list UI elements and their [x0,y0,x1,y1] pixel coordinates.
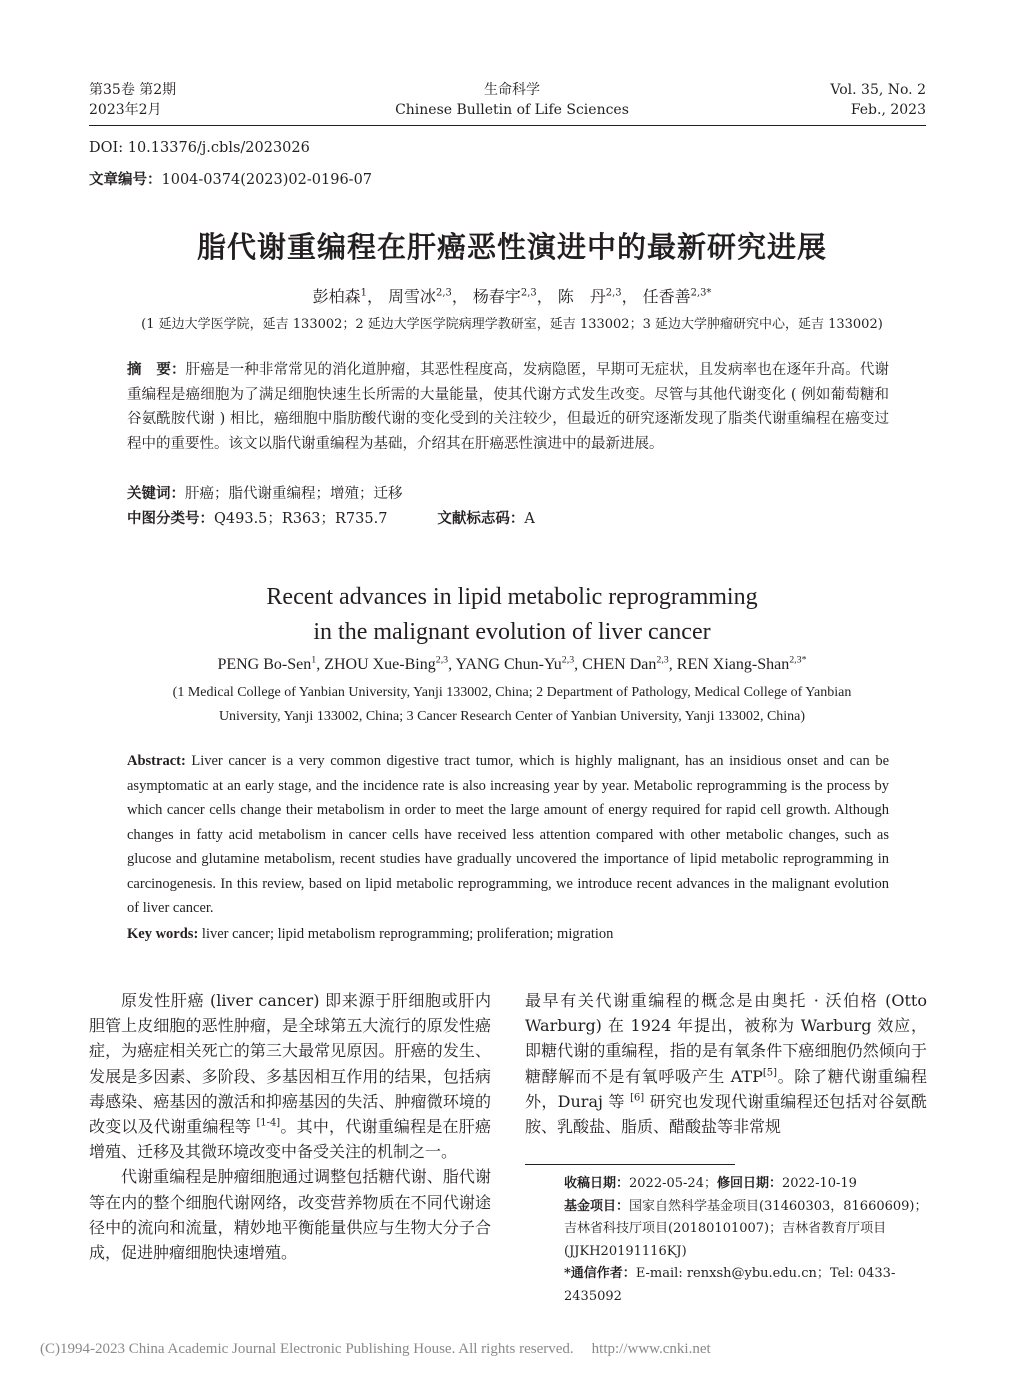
author-en: YANG Chun-Yu [455,656,562,673]
issue-date-en: Feb., 2023 [850,102,926,118]
author-cn: 任香善 [642,287,691,306]
volume-issue: 第35卷 第2期 [89,82,177,98]
citation-ref: [5] [762,1067,777,1079]
authors-cn: 彭柏森$^1$， 周雪冰$^{2,3}$， 杨春宇$^{2,3}$， 陈 丹$^{2,3}$， 任香善$^{2,3*}$ [312,287,712,306]
affiliation-cn: (1 延边大学医学院，延吉 133002；2 延边大学医学院病理学教研室，延吉 133002；3 延边大学肿瘤研究中心，延吉 133002) [141,317,883,332]
article-number [89,170,372,190]
doc-code-value: A [524,511,535,527]
keywords-cn-text: 肝癌；脂代谢重编程；增殖；迁移 [185,486,403,502]
author-affil-sup: 2,3 [656,654,669,666]
body-text: 。其中，代谢重编程是在肝癌增殖、迁移及其微环境改变中备受关注的机制之一。 [89,1117,491,1162]
journal-name-en: Chinese Bulletin of Life Sciences [395,102,629,118]
author-affil-sup: 2,3* [789,654,807,666]
authors-en: PENG Bo-Sen$^1$, ZHOU Xue-Bing$^{2,3}$, YANG Chun-Yu$^{2,3}$, CHEN Dan$^{2,3}$, REN Xiang-Shan$^{2,3*}$ [217,654,807,673]
copyright-text: (C)1994-2023 China Academic Journal Electronic Publishing House. All rights reserved. [40,1341,574,1357]
journal-name-cn: 生命科学 [484,82,540,98]
fund-text-3: (JJKH20191116KJ) [564,1243,687,1259]
contact-text-2: 2435092 [564,1288,622,1304]
contact-line [564,1263,932,1286]
received-date: 2022-05-24； [629,1176,717,1191]
abstract-cn-label: 摘 要： [127,361,186,378]
class-value: Q493.5；R363；R735.7 [214,511,388,527]
doc-code-label: 文献标志码： [437,510,525,527]
fund-label: 基金项目： [564,1198,630,1214]
author-affil-sup: 2,3* [690,287,712,299]
dates-line [564,1173,932,1196]
citation-ref: [1-4] [256,1117,281,1129]
affiliation-en-line2: University, Yanji 133002, China; 3 Cancer Research Center of Yanbian University, Yanji 133002, China) [218,709,806,724]
volume-en: Vol. 35, No. 2 [830,82,926,98]
issue-date-cn: 2023年2月 [89,102,162,118]
body-column-left [89,988,491,1265]
citation-ref: [6] [630,1092,645,1104]
copyright-footer [40,1339,711,1359]
affiliation-en-line1: (1 Medical College of Yanbian University, Yanji 133002, China; 2 Department of Pathology, Medical College of Yanbian [172,685,852,700]
abstract-cn [127,358,889,456]
class-label: 中图分类号： [127,510,214,527]
article-number-label: 文章编号： [89,171,162,188]
abstract-en-label: Abstract: [127,753,186,769]
revised-label: 修回日期： [716,1176,782,1191]
affiliation-en [110,681,914,729]
classification-cn [127,509,535,529]
title-en-line1: Recent advances in lipid metabolic reprogramming [266,584,758,610]
footnote-rule [525,1164,735,1165]
body-paragraph: 代谢重编程是肿瘤细胞通过调整包括糖代谢、脂代谢等在内的整个细胞代谢网络，改变营养物质在不同代谢途径中的流向和流量，精妙地平衡能量供应与生物大分子合成，促进肿瘤细胞快速增殖。 [89,1167,491,1263]
contact-text: E-mail: renxsh@ybu.edu.cn；Tel: 0433- [635,1266,896,1281]
cnki-link[interactable]: http://www.cnki.net [591,1341,711,1357]
body-text: 最早有关代谢重编程的概念是由奥托 · 沃伯格 (Otto Warburg) 在 1924 年提出，被称为 Warburg 效应，即糖代谢的重编程，指的是有氧条件下癌细胞仍然倾向于糖酵解而不是有氧呼吸产生 ATP [525,991,927,1086]
author-en: CHEN Dan [582,656,657,673]
abstract-en-text: Liver cancer is a very common digestive tract tumor, which is highly malignant, has an insidious onset and can be asymptomatic at an early stage, and the incidence rate is also increasing year by year. Metabolic reprogramming is the process by which cancer cells change their metabolism in order to meet the large amount of energy required for rapid cell growth. Although changes in fatty acid metabolism in cancer cells have received less attention compared with other metabolic changes, such as glucose and glutamine metabolism, recent studies have gradually uncovered the importance of lipid metabolic reprogramming in carcinogenesis. In this review, based on lipid metabolic reprogramming, we introduce recent advances in the malignant evolution of liver cancer. [127,753,890,916]
author-cn: 周雪冰 [388,287,437,306]
body-text: 。除了糖代谢重编程外，Duraj 等 [525,1066,927,1111]
doi: DOI: 10.13376/j.cbls/2023026 [89,140,310,156]
keywords-en [127,922,613,946]
abstract-en [127,749,889,921]
contact-label: *通信作者： [564,1266,636,1281]
author-cn: 彭柏森 [312,287,361,306]
keywords-cn [127,484,403,504]
body-column-right [525,988,927,1139]
header-right [830,80,926,120]
body-text: 原发性肝癌 (liver cancer) 即来源于肝细胞或肝内胆管上皮细胞的恶性肿瘤，是全球第五大流行的原发性癌症，为癌症相关死亡的第三大最常见原因。肝癌的发生、发展是多因素、多阶段、多基因相互作用的结果，包括病毒感染、癌基因的激活和抑癌基因的失活、肿瘤微环境的改变以及代谢重编程等 [89,991,491,1137]
keywords-cn-label: 关键词： [127,485,185,502]
author-affil-sup: 2,3 [561,654,575,666]
author-en: PENG Bo-Sen [217,656,312,673]
fund-text: 国家自然科学基金项目(31460303，81660609)； [629,1198,928,1214]
author-affil-sup: 1 [360,287,367,299]
abstract-cn-text: 肝癌是一种非常常见的消化道肿瘤，其恶性程度高，发病隐匿，早期可无症状，且发病率也在逐年升高。代谢重编程是癌细胞为了满足细胞快速生长所需的大量能量，使其代谢方式发生改变。尽管与其他代谢变化 ( 例如葡萄糖和谷氨酰胺代谢 ) 相比，癌细胞中脂肪酸代谢的变化受到的关注较少，但最近的研究逐渐发现了脂类代谢重编程在癌变过程中的重要性。该文以脂代谢重编程为基础，介绍其在肝癌恶性演进中的最新进展。 [127,362,890,452]
author-en: REN Xiang-Shan [676,656,790,673]
body-text: 研究也发现代谢重编程还包括对谷氨酰胺、乳酸盐、脂质、醋酸盐等非常规 [525,1091,927,1137]
author-en: ZHOU Xue-Bing [324,656,436,673]
keywords-en-label: Key words: [127,926,199,942]
body-paragraph [525,988,927,1139]
header-rule [89,125,926,126]
author-affil-sup: 2,3 [605,287,622,299]
keywords-en-text: liver cancer; lipid metabolism reprogramming; proliferation; migration [201,926,614,942]
author-affil-sup: 2,3 [436,287,452,299]
received-label: 收稿日期： [564,1176,630,1191]
author-affil-sup: 2,3 [520,287,537,299]
fund-text-2: 吉林省科技厅项目(20180101007)；吉林省教育厅项目 [564,1221,887,1236]
title-cn: 脂代谢重编程在肝癌恶性演进中的最新研究进展 [196,230,827,264]
article-number-value: 1004-0374(2023)02-0196-07 [161,172,373,188]
footnote [564,1173,932,1308]
body-paragraph [89,988,491,1164]
author-cn: 陈 丹 [557,287,606,306]
title-en-line2: in the malignant evolution of liver cancer [313,619,711,645]
author-affil-sup: 2,3 [435,654,449,666]
author-affil-sup: 1 [311,654,317,666]
author-cn: 杨春宇 [472,287,521,306]
revised-date: 2022-10-19 [782,1176,857,1191]
fund-line [564,1196,932,1219]
title-en [0,580,1024,650]
